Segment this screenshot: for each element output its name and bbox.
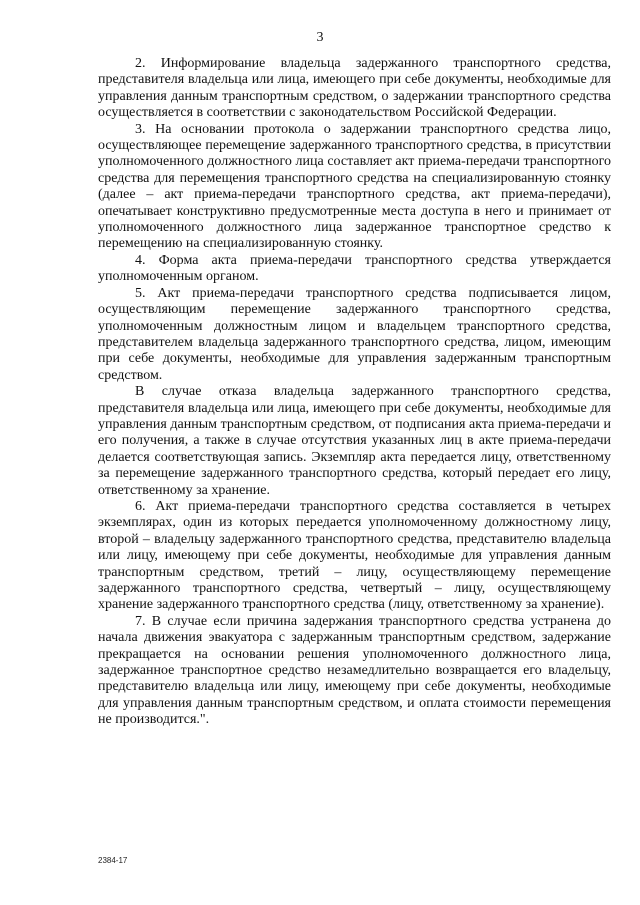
document-body xyxy=(98,56,611,729)
paragraph-item-6: 6. Акт приема-передачи транспортного средства составляется в четырех экземплярах, один из которых передается уполномоченному должностному лицу, второй – владельцу задержанного транспортного средства, представителю владельца или лицу, имеющему при себе документы, необходимые для управления данным транспортным средством, третий – лицу, осуществляющему перемещение задержанного транспортного средства, четвертый – лицу, осуществляющему хранение задержанного транспортного средства (лицу, ответственному за хранение). xyxy=(98,498,611,613)
paragraph-item-2: 2. Информирование владельца задержанного транспортного средства, представителя владельца или лица, имеющего при себе документы, необходимые для управления данным транспортным средством, о задержании транспортного средства осуществляется в соответствии с законодательством Российской Федерации. xyxy=(98,56,611,121)
document-code: 2384-17 xyxy=(98,856,128,865)
paragraph-item-7: 7. В случае если причина задержания транспортного средства устранена до начала движения эвакуатора с задержанным транспортным средством, задержание прекращается на основании решения уполномоченного должностного лица, задержанное транспортное средство незамедлительно возвращается его владельцу, представителю владельца или лицу, имеющему при себе документы, необходимые для управления данным транспортным средством, и оплата стоимости перемещения не производится.". xyxy=(98,613,611,728)
paragraph-item-5-refusal: В случае отказа владельца задержанного транспортного средства, представителя владельца или лица, имеющего при себе документы, необходимые для управления данным транспортным средством, от подписания акта приема-передачи и его получения, а также в случае отсутствия указанных лиц в акте приема-передачи делается соответствующая запись. Экземпляр акта передается лицу, ответственному за перемещение задержанного транспортного средства, который передает его лицу, ответственному за хранение. xyxy=(98,384,611,498)
paragraph-item-4: 4. Форма акта приема-передачи транспортного средства утверждается уполномоченным органом. xyxy=(98,252,611,285)
paragraph-item-3: 3. На основании протокола о задержании транспортного средства лицо, осуществляющее перемещение задержанного транспортного средства, в присутствии уполномоченного должностного лица составляет акт приема-передачи транспортного средства для перемещения транспортного средства на специализированную стоянку (далее – акт приема-передачи транспортного средства, акт приема-передачи), опечатывает конструктивно предусмотренные места доступа в него и принимает от уполномоченного должностного лица задержанное транспортное средство к перемещению на специализированную стоянку. xyxy=(98,121,611,252)
page-number: 3 xyxy=(316,30,324,45)
paragraph-item-5: 5. Акт приема-передачи транспортного средства подписывается лицом, осуществляющим перемещение задержанного транспортного средства, уполномоченным должностным лицом и владельцем транспортного средства, представителем владельца задержанного транспортного средства, лицом, имеющим при себе документы, необходимые для управления задержанным транспортным средством. xyxy=(98,285,611,383)
